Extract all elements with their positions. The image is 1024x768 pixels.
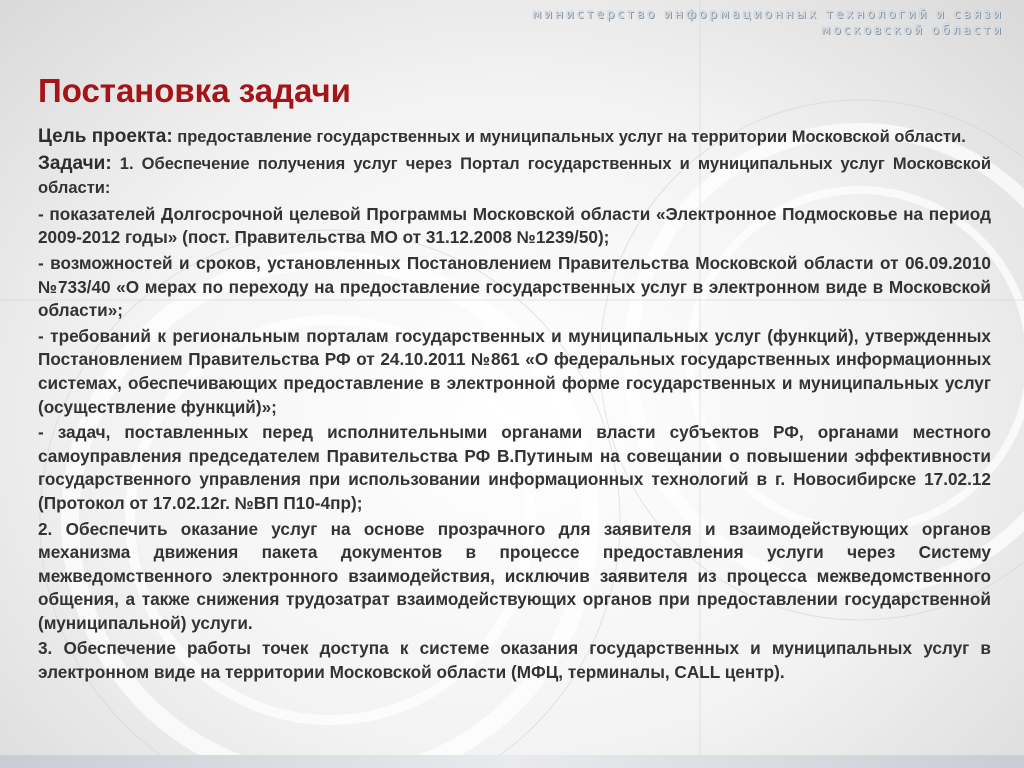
bullet-government-tasks: - задач, поставленных перед исполнительными органами власти субъектов РФ, органами местного самоуправления председателем Правительства РФ В.Путиным на совещании о повышении эффективности государственного управления при использовании информационных технологий в г. Новосибирске 17.02.12 (Протокол от 17.02.12г. №ВП П10-4пр);	[38, 422, 991, 513]
goal-label: Цель проекта:	[38, 126, 173, 147]
task-2: 2. Обеспечить оказание услуг на основе прозрачного для заявителя и взаимодействующих органов механизма движения пакета документов в процессе предоставления услуги через Систему межведомственного электронного взаимодействия, исключив заявителя из процесса межведомственного общения, а также снижения трудозатрат взаимодействующих органов при предоставлении государственной (муниципальной) услуги.	[38, 518, 991, 633]
tasks-label: Задачи:	[38, 152, 112, 174]
ministry-header	[532, 6, 1004, 38]
bullet-regulation: - возможностей и сроков, установленных Постановлением Правительства Московской области от 06.09.2010 №733/40 «О мерах по переходу на предоставление государственных услуг в электронном виде в Московской области»;	[38, 252, 991, 321]
bottom-bar	[0, 755, 1024, 768]
tasks-paragraph	[38, 152, 991, 201]
task-1-text: 1. Обеспечение получения услуг через Портал государственных и муниципальных услуг Московской области:	[38, 154, 991, 198]
bullet-portal-requirements: - требований к региональным порталам государственных и муниципальных услуг (функций), утвержденных Постановлением Правительства РФ от 24.10.2011 №861 «О федеральных государственных информационных системах, обеспечивающих предоставление в электронной форме государственных и муниципальных услуг (осуществление функций)»;	[38, 325, 991, 417]
task-3: 3. Обеспечение работы точек доступа к системе оказания государственных и муниципальных услуг в электронном виде на территории Московской области (МФЦ, терминалы, CALL центр).	[38, 638, 991, 683]
ministry-line-2: московской области	[821, 23, 1004, 37]
slide-content	[38, 125, 991, 687]
goal-text: предоставление государственных и муниципальных услуг на территории Московской области.	[172, 128, 966, 146]
bullet-program: - показателей Долгосрочной целевой Программы Московской области «Электронное Подмосковье на период 2009-2012 годы» (пост. Правительства МО от 31.12.2008 №1239/50);	[38, 203, 991, 248]
slide-title: Постановка задачи	[38, 72, 351, 109]
goal-paragraph	[38, 125, 991, 150]
ministry-line-1: министерство информационных технологий и связи	[532, 7, 1004, 21]
